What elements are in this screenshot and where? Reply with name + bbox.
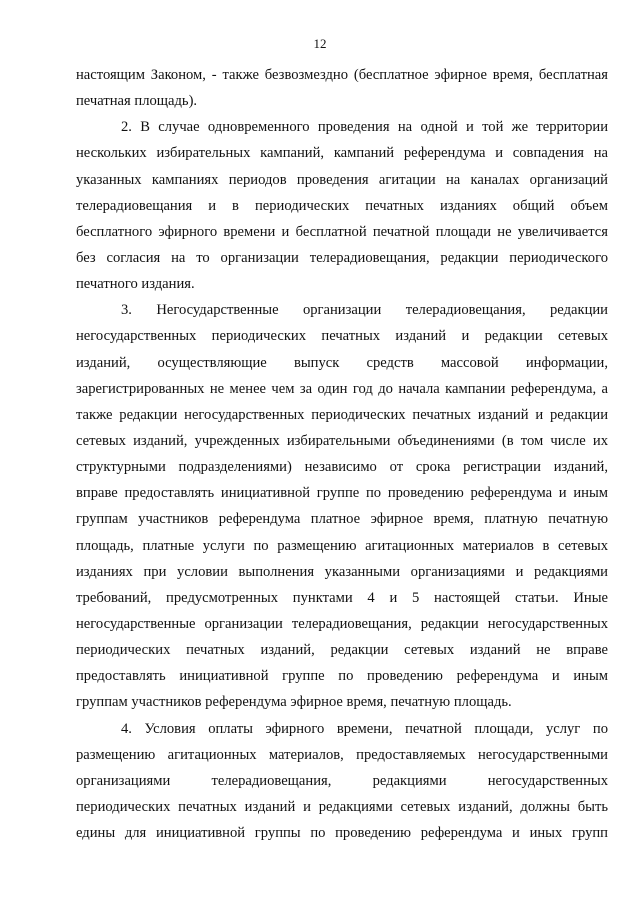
paragraph — [76, 297, 608, 715]
text-line: негосударственных периодических печатных изданий и редакции сетевых — [76, 328, 608, 345]
paragraph — [76, 114, 608, 297]
text-line: периодических печатных изданий и редакциями сетевых изданий, должны быть — [76, 798, 608, 815]
text-line: зарегистрированных не менее чем за один год до начала кампании референдума, а — [76, 380, 608, 397]
text-line: вправе предоставлять инициативной группе по проведению референдума и иным — [76, 485, 608, 502]
text-line: телерадиовещания и в периодических печатных изданиях общий объем — [76, 197, 608, 214]
text-line: группам участников референдума эфирное время, печатную площадь. — [76, 694, 512, 711]
text-line: едины для инициативной группы по проведению референдума и иных групп — [76, 825, 608, 842]
text-line: сетевых изданий, учрежденных избирательными объединениями (в том числе их — [76, 433, 608, 449]
text-line: изданиях при условии выполнения указанными организациями и редакциями — [76, 563, 608, 580]
text-line: размещению агитационных материалов, предоставляемых негосударственными — [76, 746, 608, 763]
text-line: негосударственные организации телерадиовещания, редакции негосударственных — [76, 615, 608, 632]
paragraph — [76, 62, 608, 114]
text-line: без согласия на то организации телерадиовещания, редакции периодического — [76, 250, 608, 266]
text-line: площадь, платные услуги по размещению агитационных материалов в сетевых — [76, 537, 608, 554]
text-line: организациями телерадиовещания, редакциями негосударственных — [76, 772, 608, 789]
document-body — [76, 62, 608, 846]
text-line: указанных кампаниях периодов проведения агитации на каналах организаций — [76, 171, 608, 188]
text-line: требований, предусмотренных пунктами 4 и 5 настоящей статьи. Иные — [76, 589, 608, 606]
paragraph — [76, 716, 608, 847]
text-line: нескольких избирательных кампаний, кампаний референдума и совпадения на — [76, 145, 608, 162]
text-line: 2. В случае одновременного проведения на одной и той же территории — [121, 119, 608, 136]
text-line: печатная площадь). — [76, 93, 198, 110]
text-line: группам участников референдума платное эфирное время, платную печатную — [76, 511, 608, 528]
text-line: 4. Условия оплаты эфирного времени, печатной площади, услуг по — [121, 720, 608, 737]
text-line: предоставлять инициативной группе по проведению референдума и иным — [76, 668, 608, 685]
text-line: 3. Негосударственные организации телерадиовещания, редакции — [121, 302, 608, 319]
text-line: периодических печатных изданий, редакции сетевых изданий не вправе — [76, 642, 608, 659]
text-line: печатного издания. — [76, 276, 195, 293]
text-line: структурными подразделениями) независимо от срока регистрации изданий, — [76, 459, 608, 476]
page-number: 12 — [313, 36, 327, 51]
text-line: также редакции негосударственных периодических печатных изданий и редакции — [76, 406, 608, 423]
text-line: изданий, осуществляющие выпуск средств массовой информации, — [76, 354, 608, 371]
text-line: бесплатного эфирного времени и бесплатной печатной площади не увеличивается — [76, 223, 608, 240]
text-line: настоящим Законом, - также безвозмездно (бесплатное эфирное время, бесплатная — [76, 67, 608, 83]
